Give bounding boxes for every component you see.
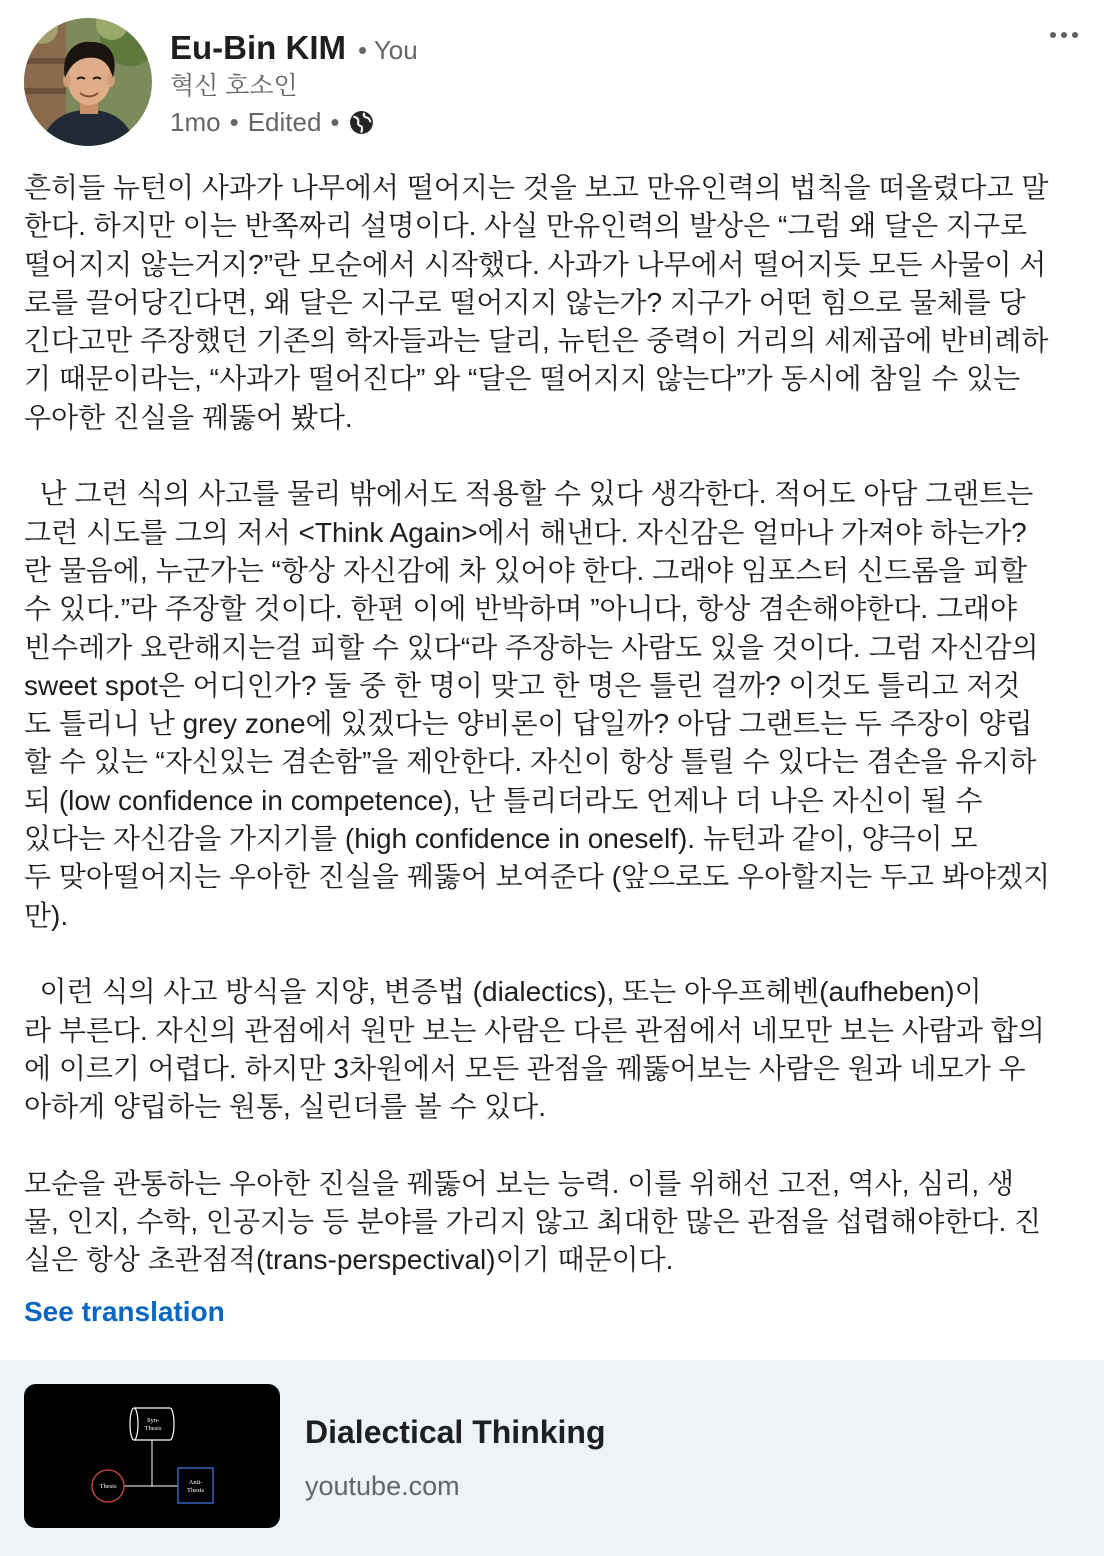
relation-label: • You	[357, 35, 418, 65]
post-time: 1mo	[170, 106, 221, 137]
text-line: 만).	[24, 899, 69, 931]
text-line: 떨어지지 않는거지?”란 모순에서 시작했다. 사과가 나무에서 떨어지듯 모든 사물이 서	[24, 248, 1047, 280]
paragraph	[24, 169, 1080, 437]
post-text	[24, 169, 1080, 1280]
link-title: Dialectical Thinking	[305, 1414, 606, 1450]
antithesis-label: Anti-	[188, 1479, 203, 1486]
synthesis-cylinder	[130, 1408, 174, 1440]
text-line: 있다는 자신감을 가지기를 (high confidence in oneself). 뉴턴과 같이, 양극이 모	[24, 823, 978, 855]
avatar[interactable]	[24, 18, 152, 146]
paragraph	[24, 1165, 1080, 1280]
text-line: 그런 시도를 그의 저서 <Think Again>에서 해낸다. 자신감은 얼마나 가져야 하는가?	[24, 516, 1027, 548]
globe-icon	[349, 110, 374, 135]
more-options-button[interactable]	[1046, 26, 1082, 44]
text-line: 흔히들 뉴턴이 사과가 나무에서 떨어지는 것을 보고 만유인력의 법칙을 떠올렸다고 말	[24, 172, 1049, 203]
synthesis-label: Thesis	[144, 1425, 162, 1432]
thesis-label: Thesis	[99, 1483, 117, 1490]
paragraph	[24, 973, 1080, 1126]
paragraph	[24, 475, 1080, 935]
text-line: 에 이르기 어렵다. 하지만 3차원에서 모든 관점을 꿰뚫어보는 사람은 원과 네모가 우	[24, 1052, 1026, 1084]
text-line: 긴다고만 주장했던 기존의 학자들과는 달리, 뉴턴은 중력이 거리의 세제곱에 반비례하	[24, 325, 1049, 357]
separator-dot: •	[330, 106, 340, 137]
text-line: 이런 식의 사고 방식을 지양, 변증법 (dialectics), 또는 아우프헤벤(aufheben)이	[24, 976, 982, 1008]
text-line: 로를 끌어당긴다면, 왜 달은 지구로 떨어지지 않는가? 지구가 어떤 힘으로 물체를 당	[24, 286, 1026, 318]
text-line: 모순을 관통하는 우아한 진실을 꿰뚫어 보는 능력. 이를 위해선 고전, 역사, 심리, 생	[24, 1167, 1015, 1199]
text-line: 기 때문이라는, “사과가 떨어진다” 와 “달은 떨어지지 않는다”가 동시에 참일 수 있는	[24, 363, 1021, 395]
link-domain: youtube.com	[305, 1471, 460, 1501]
link-preview-card[interactable]	[0, 1360, 1104, 1556]
text-line: 두 맞아떨어지는 우아한 진실을 꿰뚫어 보여준다 (앞으로도 우아할지는 두고 봐야겠지	[24, 861, 1051, 893]
thesis-circle	[92, 1470, 124, 1502]
text-line: 아하게 양립하는 원통, 실린더를 볼 수 있다.	[24, 1091, 547, 1123]
text-line: 물, 인지, 수학, 인공지능 등 분야를 가리지 않고 최대한 많은 관점을 섭렵해야한다. 진	[24, 1206, 1042, 1238]
text-line: 할 수 있는 “자신있는 겸손함”을 제안한다. 자신이 항상 틀릴 수 있다는 겸손을 유지하	[24, 746, 1037, 778]
text-line: 실은 항상 초관점적(trans-perspectival)이기 때문이다.	[24, 1244, 674, 1276]
text-line: 수 있다.”라 주장할 것이다. 한편 이에 반박하며 ”아니다, 항상 겸손해야한다. 그래야	[24, 593, 1018, 625]
post-meta	[170, 106, 374, 138]
edited-label: Edited	[247, 106, 322, 137]
more-options-icon	[1048, 31, 1080, 39]
author-headline: 혁신 호소인	[170, 72, 298, 100]
text-line: 되 (low confidence in competence), 난 틀리더라도 언제나 더 나은 자신이 될 수	[24, 784, 983, 816]
author-name[interactable]: Eu-Bin KIM	[170, 29, 346, 66]
link-thumbnail	[24, 1384, 280, 1528]
text-line: 란 물음에, 누군가는 “항상 자신감에 차 있어야 한다. 그래야 임포스터 신드롬을 피할	[24, 554, 1028, 586]
text-line: sweet spot은 어디인가? 둘 중 한 명이 맞고 한 명은 틀린 걸까? 이것도 틀리고 저것	[24, 669, 1021, 701]
antithesis-label: Thesis	[187, 1487, 204, 1494]
antithesis-square	[178, 1468, 213, 1503]
see-translation-link[interactable]: See translation	[24, 1296, 225, 1327]
text-line: 빈수레가 요란해지는걸 피할 수 있다“라 주장하는 사람도 있을 것이다. 그럼 자신감의	[24, 631, 1039, 663]
author-name-row	[170, 26, 418, 70]
text-line: 우아한 진실을 꿰뚫어 봤다.	[24, 401, 353, 433]
text-line: 라 부른다. 자신의 관점에서 원만 보는 사람은 다른 관점에서 네모만 보는 사람과 합의	[24, 1014, 1045, 1046]
text-line: 도 틀리니 난 grey zone에 있겠다는 양비론이 답일까? 아담 그랜트는 두 주장이 양립	[24, 708, 1033, 740]
text-line: 한다. 하지만 이는 반쪽짜리 설명이다. 사실 만유인력의 발상은 “그럼 왜 달은 지구로	[24, 210, 1028, 242]
separator-dot: •	[229, 106, 239, 137]
text-line: 난 그런 식의 사고를 물리 밖에서도 적용할 수 있다 생각한다. 적어도 아담 그랜트는	[24, 478, 1034, 510]
synthesis-label: Syn-	[146, 1417, 160, 1424]
